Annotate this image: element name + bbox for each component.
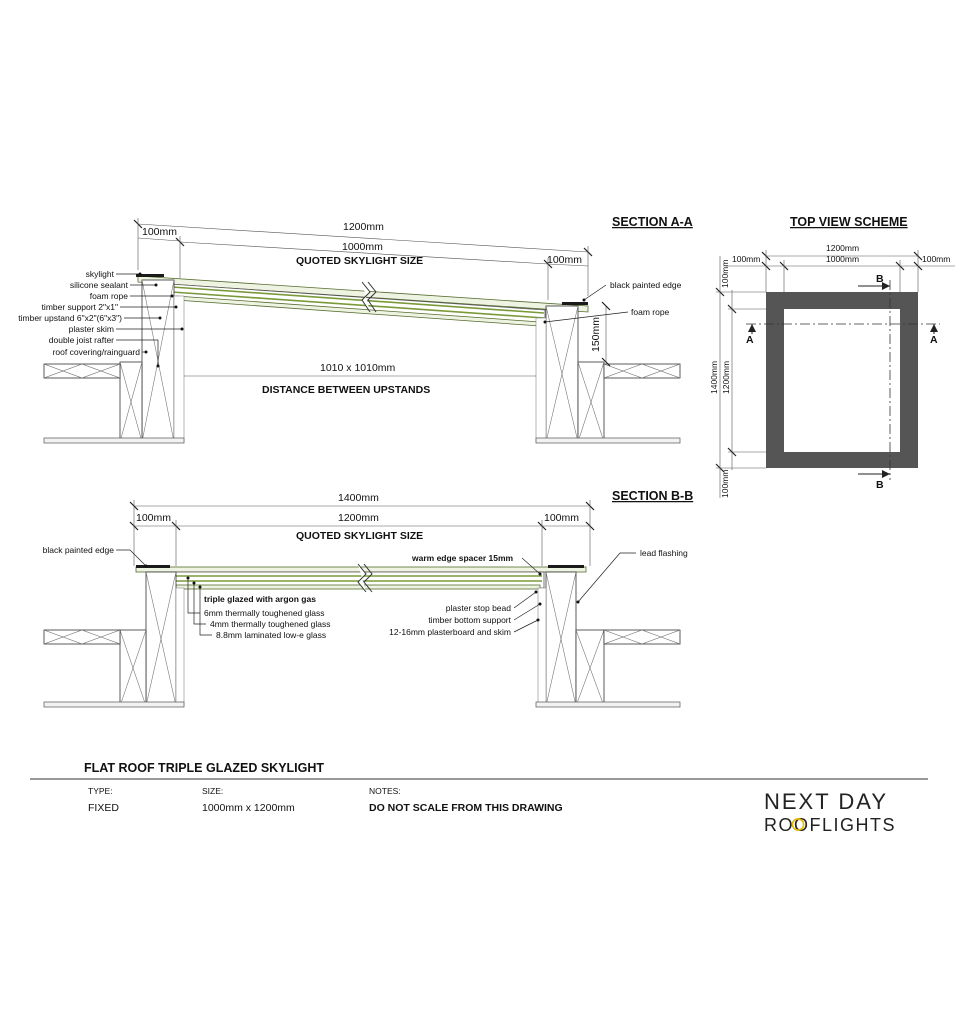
aa-dim-right: 100mm	[547, 254, 583, 266]
footer-notes-value: DO NOT SCALE FROM THIS DRAWING	[369, 802, 563, 814]
bb-label-plasterboard: 12-16mm plasterboard and skim	[389, 627, 511, 637]
footer-type-value: FIXED	[88, 802, 119, 814]
bb-glass-layer-3: 8.8mm laminated low-e glass	[216, 630, 327, 640]
tv-dim-top: 100mm	[720, 259, 730, 288]
aa-label-roof-covering: roof covering/rainguard	[52, 347, 140, 357]
tv-dim-bottom: 100mm	[720, 469, 730, 498]
logo-line-2: ROOFLIGHTS	[764, 815, 897, 835]
title-block	[30, 761, 928, 835]
bb-glass-layer-2: 4mm thermally toughened glass	[210, 619, 331, 629]
aa-distance-label: DISTANCE BETWEEN UPSTANDS	[262, 384, 431, 396]
bb-quoted-size: QUOTED SKYLIGHT SIZE	[296, 530, 424, 542]
tv-marker-b-bottom: B	[876, 479, 884, 491]
aa-label-timber-upstand: timber upstand 6"x2"(6"x3")	[18, 313, 122, 323]
tv-dim-inner: 1000mm	[826, 254, 860, 264]
aa-label-joist-rafter: double joist rafter	[48, 335, 114, 345]
bb-dim-inner: 1200mm	[338, 512, 379, 524]
bb-glass-layer-1: 6mm thermally toughened glass	[204, 608, 325, 618]
bb-label-black-edge: black painted edge	[42, 545, 114, 555]
tv-dim-inner-height: 1200mm	[721, 360, 731, 394]
aa-dim-left: 100mm	[142, 226, 178, 238]
tv-dim-right: 100mm	[922, 254, 951, 264]
bb-dim-overall: 1400mm	[338, 492, 379, 504]
bb-label-lead: lead flashing	[640, 548, 688, 558]
bb-glazing-title: triple glazed with argon gas	[204, 594, 316, 604]
top-view	[709, 215, 955, 498]
footer-notes-label: NOTES:	[369, 786, 401, 796]
aa-upstand-height: 150mm	[590, 316, 602, 352]
footer-title: FLAT ROOF TRIPLE GLAZED SKYLIGHT	[84, 761, 325, 775]
aa-label-silicone: silicone sealant	[69, 280, 128, 290]
tv-marker-b-top: B	[876, 273, 884, 285]
aa-label-foam-rope-right: foam rope	[631, 307, 670, 317]
section-aa-title: SECTION A-A	[612, 215, 693, 229]
footer-size-label: SIZE:	[202, 786, 224, 796]
tv-dim-overall: 1200mm	[826, 243, 860, 253]
section-aa	[18, 215, 693, 443]
logo-line-1: NEXT DAY	[764, 789, 888, 814]
aa-label-skylight: skylight	[85, 269, 114, 279]
section-bb	[43, 489, 694, 707]
aa-label-plaster-skim: plaster skim	[68, 324, 114, 334]
tv-marker-a-left: A	[746, 334, 754, 346]
aa-label-foam-rope: foam rope	[89, 291, 128, 301]
aa-dim-inner: 1000mm	[342, 241, 383, 253]
bb-label-stop-bead: plaster stop bead	[445, 603, 511, 613]
aa-label-timber-support: timber support 2"x1"	[41, 302, 118, 312]
brand-logo	[764, 789, 896, 835]
aa-quoted-size: QUOTED SKYLIGHT SIZE	[296, 255, 424, 267]
bb-dim-right: 100mm	[544, 512, 580, 524]
top-view-title: TOP VIEW SCHEME	[790, 215, 908, 229]
tv-dim-height: 1400mm	[709, 360, 719, 394]
bb-dim-left: 100mm	[136, 512, 172, 524]
aa-label-black-edge: black painted edge	[610, 280, 682, 290]
bb-label-bottom-support: timber bottom support	[428, 615, 511, 625]
footer-size-value: 1000mm x 1200mm	[202, 802, 295, 814]
footer-type-label: TYPE:	[88, 786, 113, 796]
aa-dim-overall: 1200mm	[343, 221, 384, 233]
section-bb-title: SECTION B-B	[612, 489, 694, 503]
bb-label-spacer: warm edge spacer 15mm	[412, 553, 514, 563]
aa-distance-value: 1010 x 1010mm	[320, 362, 396, 374]
tv-dim-left: 100mm	[732, 254, 761, 264]
tv-marker-a-right: A	[930, 334, 938, 346]
